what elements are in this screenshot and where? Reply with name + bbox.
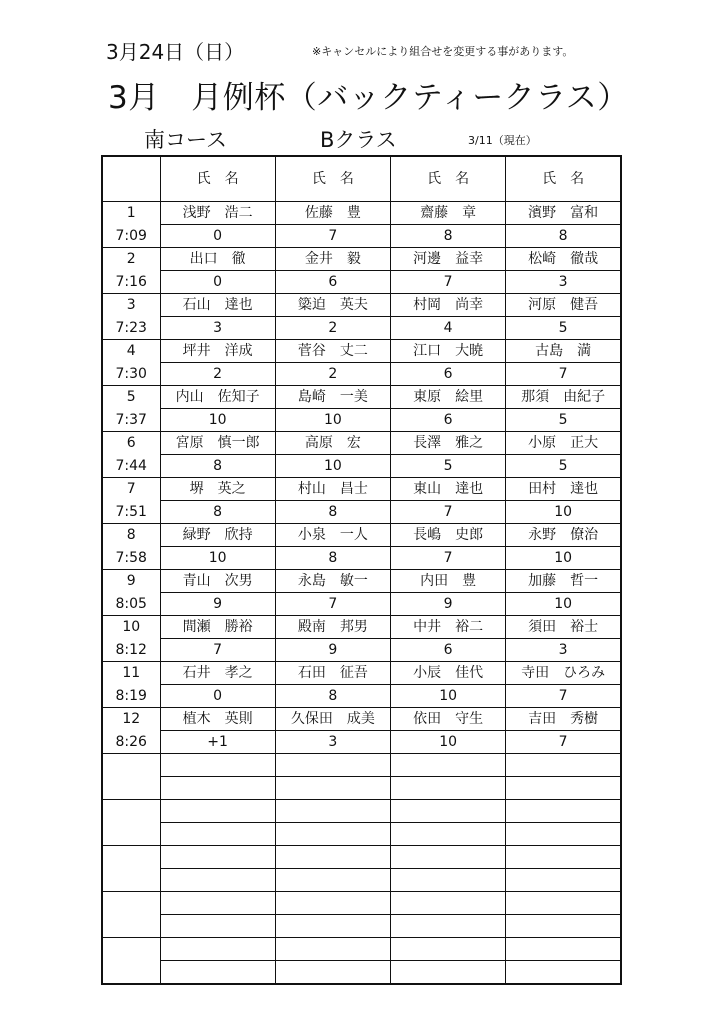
empty-cell xyxy=(275,892,390,915)
player-name: 青山 次男 xyxy=(160,570,275,593)
empty-cell xyxy=(102,892,160,915)
tee-time: 7:37 xyxy=(102,409,160,432)
empty-cell xyxy=(102,915,160,938)
empty-cell xyxy=(160,869,275,892)
group-handicap-row xyxy=(102,731,621,754)
as-of-date: 3/11（現在） xyxy=(468,134,537,147)
empty-cell xyxy=(160,777,275,800)
empty-cell xyxy=(506,846,621,869)
player-handicap: 6 xyxy=(391,639,506,662)
player-handicap: 8 xyxy=(160,455,275,478)
event-date: 3月24日（日） xyxy=(106,40,245,64)
player-handicap: 5 xyxy=(506,455,621,478)
player-name: 東山 達也 xyxy=(391,478,506,501)
group-player-row xyxy=(102,248,621,271)
empty-cell xyxy=(275,915,390,938)
player-handicap: 8 xyxy=(275,501,390,524)
player-handicap: 4 xyxy=(391,317,506,340)
player-handicap: 0 xyxy=(160,685,275,708)
empty-cell xyxy=(506,754,621,777)
player-handicap: 10 xyxy=(391,731,506,754)
group-number: 5 xyxy=(102,386,160,409)
group-handicap-row xyxy=(102,639,621,662)
player-name: 殿南 邦男 xyxy=(275,616,390,639)
group-handicap-row xyxy=(102,501,621,524)
tee-time: 8:05 xyxy=(102,593,160,616)
group-number: 7 xyxy=(102,478,160,501)
player-handicap: 7 xyxy=(275,593,390,616)
empty-cell xyxy=(102,869,160,892)
group-player-row xyxy=(102,432,621,455)
player-handicap: 10 xyxy=(275,409,390,432)
group-handicap-row xyxy=(102,271,621,294)
player-handicap: 0 xyxy=(160,225,275,248)
player-name: 永島 敏一 xyxy=(275,570,390,593)
course-name: 南コース xyxy=(144,128,227,152)
player-handicap: 8 xyxy=(391,225,506,248)
player-name: 江口 大暁 xyxy=(391,340,506,363)
group-handicap-row xyxy=(102,225,621,248)
player-name: 河原 健吾 xyxy=(506,294,621,317)
group-handicap-row xyxy=(102,547,621,570)
player-handicap: 10 xyxy=(160,547,275,570)
group-handicap-row xyxy=(102,317,621,340)
player-name: 村岡 尚幸 xyxy=(391,294,506,317)
group-number: 3 xyxy=(102,294,160,317)
player-handicap: 7 xyxy=(506,363,621,386)
player-name: 依田 守生 xyxy=(391,708,506,731)
player-handicap: 7 xyxy=(160,639,275,662)
group-player-row xyxy=(102,340,621,363)
group-player-row xyxy=(102,708,621,731)
empty-cell xyxy=(506,938,621,961)
empty-cell xyxy=(506,915,621,938)
pairing-table xyxy=(101,155,622,985)
player-name: 東原 絵里 xyxy=(391,386,506,409)
group-number: 8 xyxy=(102,524,160,547)
player-handicap: +1 xyxy=(160,731,275,754)
empty-cell xyxy=(391,869,506,892)
player-handicap: 3 xyxy=(160,317,275,340)
player-handicap: 8 xyxy=(506,225,621,248)
player-name: 小原 正大 xyxy=(506,432,621,455)
player-handicap: 7 xyxy=(275,225,390,248)
player-handicap: 8 xyxy=(275,685,390,708)
empty-cell xyxy=(391,892,506,915)
player-handicap: 10 xyxy=(506,593,621,616)
empty-cell xyxy=(275,961,390,985)
group-number: 1 xyxy=(102,202,160,225)
player-handicap: 10 xyxy=(160,409,275,432)
empty-cell xyxy=(102,754,160,777)
empty-cell xyxy=(391,777,506,800)
empty-cell xyxy=(160,754,275,777)
tee-time: 7:23 xyxy=(102,317,160,340)
column-header: 氏 名 xyxy=(275,156,390,202)
group-handicap-row xyxy=(102,455,621,478)
empty-cell xyxy=(102,846,160,869)
empty-cell xyxy=(391,915,506,938)
player-name: 那須 由紀子 xyxy=(506,386,621,409)
empty-group-row xyxy=(102,961,621,985)
player-name: 浅野 浩二 xyxy=(160,202,275,225)
empty-cell xyxy=(506,777,621,800)
empty-cell xyxy=(102,800,160,823)
player-handicap: 6 xyxy=(391,363,506,386)
empty-cell xyxy=(275,823,390,846)
empty-cell xyxy=(275,754,390,777)
empty-group-row xyxy=(102,846,621,869)
player-name: 石山 達也 xyxy=(160,294,275,317)
column-header: 氏 名 xyxy=(506,156,621,202)
column-header: 氏 名 xyxy=(160,156,275,202)
player-handicap: 5 xyxy=(391,455,506,478)
player-name: 濱野 富和 xyxy=(506,202,621,225)
player-handicap: 6 xyxy=(391,409,506,432)
player-name: 出口 徹 xyxy=(160,248,275,271)
group-player-row xyxy=(102,386,621,409)
group-number: 4 xyxy=(102,340,160,363)
player-handicap: 7 xyxy=(391,271,506,294)
player-name: 植木 英則 xyxy=(160,708,275,731)
group-player-row xyxy=(102,478,621,501)
empty-group-row xyxy=(102,938,621,961)
player-handicap: 7 xyxy=(391,547,506,570)
player-name: 村山 昌士 xyxy=(275,478,390,501)
empty-cell xyxy=(160,938,275,961)
tee-time: 7:09 xyxy=(102,225,160,248)
player-name: 小泉 一人 xyxy=(275,524,390,547)
player-name: 高原 宏 xyxy=(275,432,390,455)
group-player-row xyxy=(102,616,621,639)
group-number: 10 xyxy=(102,616,160,639)
player-handicap: 2 xyxy=(160,363,275,386)
empty-cell xyxy=(391,938,506,961)
empty-cell xyxy=(506,961,621,985)
empty-cell xyxy=(391,823,506,846)
empty-cell xyxy=(160,823,275,846)
group-player-row xyxy=(102,524,621,547)
group-handicap-row xyxy=(102,409,621,432)
empty-cell xyxy=(506,800,621,823)
empty-group-row xyxy=(102,777,621,800)
player-handicap: 10 xyxy=(506,547,621,570)
empty-cell xyxy=(160,892,275,915)
player-name: 松崎 徹哉 xyxy=(506,248,621,271)
empty-group-row xyxy=(102,800,621,823)
player-name: 長澤 雅之 xyxy=(391,432,506,455)
empty-cell xyxy=(275,777,390,800)
page-title: 3月 月例杯（バックティークラス） xyxy=(108,80,629,116)
empty-cell xyxy=(102,777,160,800)
player-handicap: 10 xyxy=(275,455,390,478)
empty-cell xyxy=(506,892,621,915)
empty-cell xyxy=(102,823,160,846)
player-handicap: 3 xyxy=(506,271,621,294)
player-handicap: 0 xyxy=(160,271,275,294)
player-handicap: 7 xyxy=(506,685,621,708)
player-handicap: 3 xyxy=(275,731,390,754)
tee-time: 7:44 xyxy=(102,455,160,478)
group-player-row xyxy=(102,202,621,225)
empty-cell xyxy=(506,823,621,846)
player-handicap: 8 xyxy=(275,547,390,570)
table-header-row xyxy=(102,156,621,202)
player-name: 島崎 一美 xyxy=(275,386,390,409)
player-name: 永野 僚治 xyxy=(506,524,621,547)
empty-cell xyxy=(160,915,275,938)
empty-cell xyxy=(275,846,390,869)
empty-group-row xyxy=(102,869,621,892)
empty-cell xyxy=(391,961,506,985)
player-name: 緑野 欣持 xyxy=(160,524,275,547)
player-name: 久保田 成美 xyxy=(275,708,390,731)
player-name: 古島 満 xyxy=(506,340,621,363)
empty-cell xyxy=(391,846,506,869)
player-handicap: 2 xyxy=(275,363,390,386)
group-player-row xyxy=(102,294,621,317)
tee-time: 7:30 xyxy=(102,363,160,386)
group-number: 6 xyxy=(102,432,160,455)
empty-cell xyxy=(275,869,390,892)
player-name: 金井 毅 xyxy=(275,248,390,271)
column-header: 氏 名 xyxy=(391,156,506,202)
player-name: 坪井 洋成 xyxy=(160,340,275,363)
empty-group-row xyxy=(102,823,621,846)
empty-group-row xyxy=(102,892,621,915)
player-name: 中井 裕二 xyxy=(391,616,506,639)
group-player-row xyxy=(102,570,621,593)
player-handicap: 6 xyxy=(275,271,390,294)
player-handicap: 10 xyxy=(506,501,621,524)
empty-cell xyxy=(102,961,160,985)
player-name: 石井 孝之 xyxy=(160,662,275,685)
tee-time: 7:16 xyxy=(102,271,160,294)
empty-cell xyxy=(160,961,275,985)
player-name: 宮原 慎一郎 xyxy=(160,432,275,455)
empty-cell xyxy=(275,938,390,961)
player-handicap: 9 xyxy=(391,593,506,616)
empty-cell xyxy=(506,869,621,892)
empty-cell xyxy=(160,846,275,869)
player-handicap: 9 xyxy=(275,639,390,662)
player-name: 須田 裕士 xyxy=(506,616,621,639)
player-name: 吉田 秀樹 xyxy=(506,708,621,731)
player-name: 長嶋 史郎 xyxy=(391,524,506,547)
player-name: 佐藤 豊 xyxy=(275,202,390,225)
player-name: 内田 豊 xyxy=(391,570,506,593)
player-handicap: 7 xyxy=(391,501,506,524)
player-name: 小辰 佳代 xyxy=(391,662,506,685)
player-handicap: 5 xyxy=(506,317,621,340)
player-name: 菅谷 丈二 xyxy=(275,340,390,363)
player-name: 簗迫 英夫 xyxy=(275,294,390,317)
tee-time: 8:19 xyxy=(102,685,160,708)
cancellation-note: ※キャンセルにより組合せを変更する事があります。 xyxy=(312,45,574,58)
empty-cell xyxy=(391,754,506,777)
empty-cell xyxy=(275,800,390,823)
player-handicap: 7 xyxy=(506,731,621,754)
empty-cell xyxy=(160,800,275,823)
tee-time: 7:51 xyxy=(102,501,160,524)
tee-time: 8:26 xyxy=(102,731,160,754)
tee-time: 7:58 xyxy=(102,547,160,570)
player-name: 河邊 益幸 xyxy=(391,248,506,271)
header-blank-cell xyxy=(102,156,160,202)
player-handicap: 9 xyxy=(160,593,275,616)
group-number: 9 xyxy=(102,570,160,593)
player-handicap: 3 xyxy=(506,639,621,662)
player-name: 加藤 哲一 xyxy=(506,570,621,593)
group-handicap-row xyxy=(102,593,621,616)
empty-group-row xyxy=(102,915,621,938)
group-handicap-row xyxy=(102,363,621,386)
player-handicap: 5 xyxy=(506,409,621,432)
player-name: 寺田 ひろみ xyxy=(506,662,621,685)
player-name: 石田 征吾 xyxy=(275,662,390,685)
player-name: 齋藤 章 xyxy=(391,202,506,225)
player-name: 田村 達也 xyxy=(506,478,621,501)
group-number: 11 xyxy=(102,662,160,685)
group-number: 12 xyxy=(102,708,160,731)
tee-time: 8:12 xyxy=(102,639,160,662)
empty-cell xyxy=(102,938,160,961)
player-handicap: 8 xyxy=(160,501,275,524)
class-name: Bクラス xyxy=(320,128,397,152)
player-handicap: 2 xyxy=(275,317,390,340)
empty-cell xyxy=(391,800,506,823)
player-name: 間瀬 勝裕 xyxy=(160,616,275,639)
player-handicap: 10 xyxy=(391,685,506,708)
player-name: 内山 佐知子 xyxy=(160,386,275,409)
empty-group-row xyxy=(102,754,621,777)
player-name: 堺 英之 xyxy=(160,478,275,501)
group-number: 2 xyxy=(102,248,160,271)
group-player-row xyxy=(102,662,621,685)
group-handicap-row xyxy=(102,685,621,708)
